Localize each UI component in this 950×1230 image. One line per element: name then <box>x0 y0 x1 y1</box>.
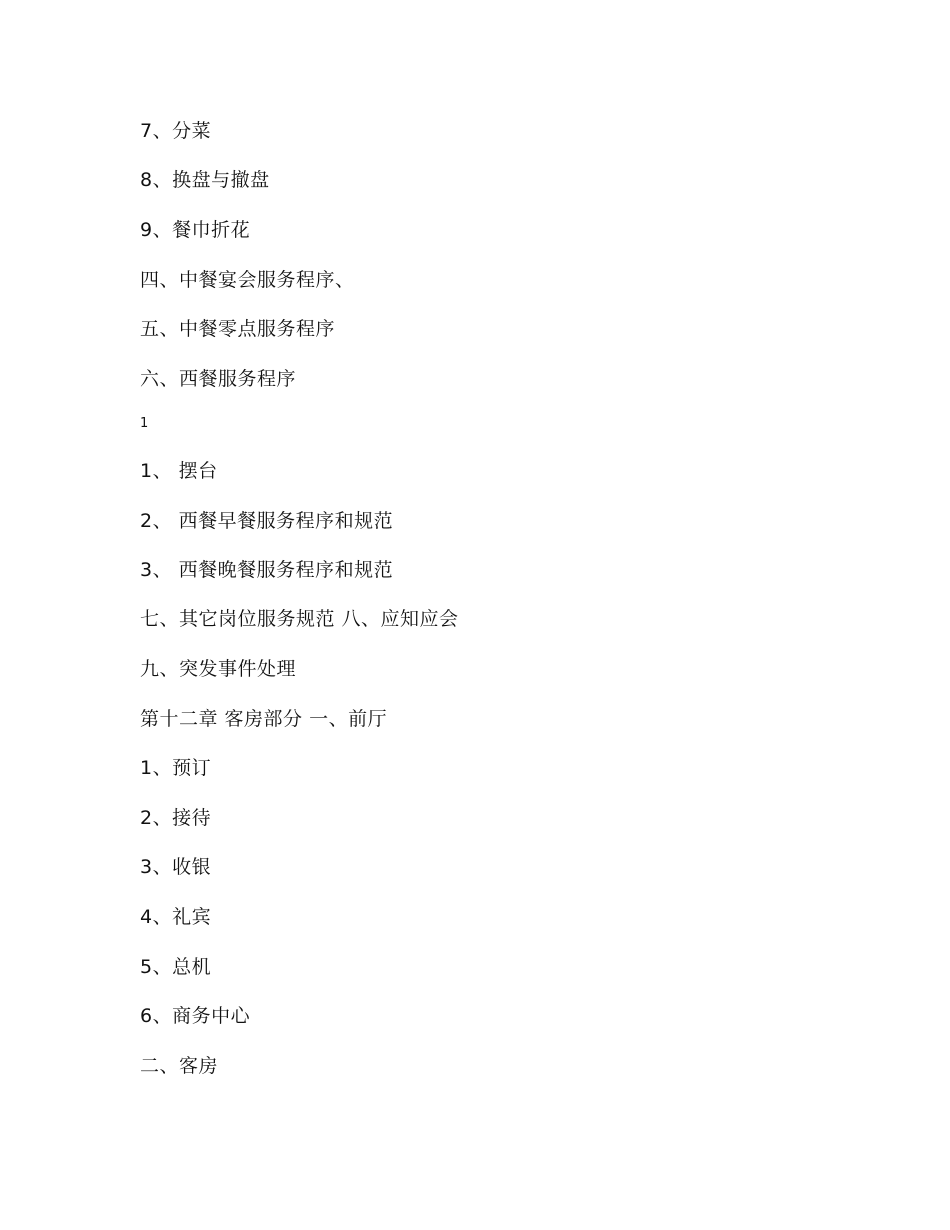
text-line: 6、商务中心 <box>140 1005 251 1027</box>
text-line: 8、换盘与撤盘 <box>140 169 270 191</box>
text-line: 四、中餐宴会服务程序、 <box>140 269 355 291</box>
text-line: 4、礼宾 <box>140 906 212 928</box>
text-line: 2、接待 <box>140 807 212 829</box>
text-line: 7、分菜 <box>140 120 212 142</box>
text-line: 5、总机 <box>140 956 212 978</box>
text-line: 七、其它岗位服务规范 八、应知应会 <box>140 608 459 630</box>
text-line: 1、预订 <box>140 757 212 779</box>
text-line: 9、餐巾折花 <box>140 219 251 241</box>
text-line: 2、 西餐早餐服务程序和规范 <box>140 510 394 532</box>
page-number: 1 <box>140 416 149 431</box>
text-line: 第十二章 客房部分 一、前厅 <box>140 708 388 730</box>
text-line: 3、收银 <box>140 856 212 878</box>
text-line: 二、客房 <box>140 1055 219 1077</box>
text-line: 1、 摆台 <box>140 460 218 482</box>
text-line: 3、 西餐晚餐服务程序和规范 <box>140 559 394 581</box>
text-line: 六、西餐服务程序 <box>140 368 297 390</box>
text-line: 五、中餐零点服务程序 <box>140 318 336 340</box>
text-line: 九、突发事件处理 <box>140 658 297 680</box>
